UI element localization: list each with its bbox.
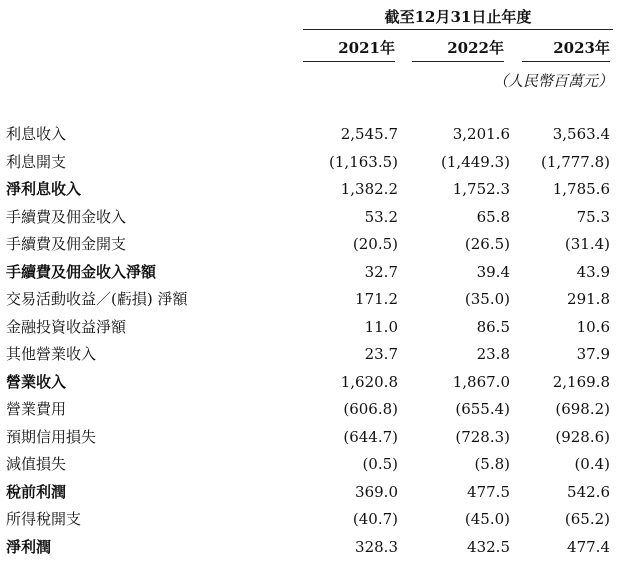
row-label: 其他營業收入: [6, 345, 97, 363]
row-value-2021: 171.2: [355, 290, 398, 308]
table-row: [0, 286, 618, 313]
row-value-2022: 432.5: [467, 537, 510, 556]
row-label: 淨利潤: [6, 537, 52, 556]
table-row: [0, 259, 618, 286]
row-value-2021: 328.3: [355, 537, 398, 556]
row-value-2022: 65.8: [476, 207, 510, 226]
row-value-2022: (5.8): [474, 455, 510, 473]
row-value-2021: (40.7): [352, 510, 398, 528]
table-row: [0, 314, 618, 341]
table-row: [0, 534, 618, 561]
row-value-2023: (1,777.8): [541, 152, 610, 171]
row-value-2021: 1,620.8: [340, 372, 398, 391]
row-value-2023: 2,169.8: [552, 372, 610, 391]
row-value-2021: 23.7: [364, 345, 398, 363]
row-label: 手續費及佣金開支: [6, 235, 127, 253]
row-label: 金融投資收益淨額: [6, 317, 127, 336]
row-value-2022: (728.3): [455, 427, 510, 446]
column-header-2022: 2022年: [412, 37, 504, 62]
row-value-2021: 11.0: [364, 317, 398, 336]
row-value-2023: 477.4: [567, 537, 610, 556]
table-row: [0, 506, 618, 533]
row-value-2023: 542.6: [567, 482, 610, 501]
table-row: [0, 341, 618, 368]
row-value-2022: 477.5: [467, 482, 510, 501]
row-value-2023: 291.8: [567, 290, 610, 308]
row-value-2021: (20.5): [352, 235, 398, 253]
row-value-2023: 37.9: [576, 345, 610, 363]
row-value-2021: (606.8): [343, 400, 398, 418]
row-value-2021: (1,163.5): [329, 152, 398, 171]
row-value-2023: (698.2): [555, 400, 610, 418]
row-value-2022: 23.8: [476, 345, 510, 363]
row-value-2022: (45.0): [464, 510, 510, 528]
row-value-2022: 39.4: [476, 262, 510, 281]
column-header-2021: 2021年: [303, 37, 395, 62]
row-value-2023: (31.4): [564, 235, 610, 253]
table-row: [0, 479, 618, 506]
table-row: [0, 176, 618, 203]
table-row: [0, 396, 618, 423]
row-value-2021: 369.0: [355, 482, 398, 501]
row-value-2021: (644.7): [343, 427, 398, 446]
row-value-2023: (928.6): [555, 427, 610, 446]
row-value-2022: 1,752.3: [452, 180, 510, 198]
table-row: [0, 231, 618, 258]
table-row: [0, 121, 618, 148]
row-value-2021: 2,545.7: [340, 125, 398, 143]
fiscal-year-span-header: 截至12月31日止年度: [384, 8, 532, 26]
table-row: [0, 451, 618, 478]
row-value-2023: 43.9: [576, 262, 610, 281]
row-value-2023: 10.6: [576, 317, 610, 336]
row-value-2023: 1,785.6: [552, 180, 610, 198]
table-row: [0, 369, 618, 396]
table-row: [0, 424, 618, 451]
row-label: 稅前利潤: [6, 482, 67, 501]
column-header-2023: 2023年: [522, 37, 610, 62]
row-value-2021: 53.2: [364, 207, 398, 226]
row-value-2022: (35.0): [464, 290, 510, 308]
row-label: 營業費用: [6, 400, 67, 418]
unit-label: （人民幣百萬元）: [492, 72, 613, 90]
row-value-2022: (26.5): [464, 235, 510, 253]
row-label: 淨利息收入: [6, 180, 82, 198]
row-label: 利息收入: [6, 125, 67, 143]
row-value-2023: (65.2): [564, 510, 610, 528]
row-label: 減值損失: [6, 455, 67, 473]
row-label: 預期信用損失: [6, 427, 97, 446]
row-value-2023: 75.3: [576, 207, 610, 226]
row-label: 利息開支: [6, 152, 67, 171]
table-row: [0, 149, 618, 176]
row-label: 手續費及佣金收入淨額: [6, 262, 157, 281]
row-value-2022: 1,867.0: [452, 372, 510, 391]
row-value-2022: 3,201.6: [452, 125, 510, 143]
row-value-2022: 86.5: [476, 317, 510, 336]
row-label: 交易活動收益／(虧損) 淨額: [6, 290, 188, 308]
row-value-2022: (1,449.3): [441, 152, 510, 171]
row-value-2021: (0.5): [362, 455, 398, 473]
table-row: [0, 204, 618, 231]
row-label: 所得稅開支: [6, 510, 82, 528]
row-value-2023: (0.4): [574, 455, 610, 473]
row-value-2021: 32.7: [364, 262, 398, 281]
row-value-2021: 1,382.2: [340, 180, 398, 198]
row-label: 手續費及佣金收入: [6, 207, 127, 226]
row-label: 營業收入: [6, 372, 67, 391]
row-value-2023: 3,563.4: [552, 125, 610, 143]
span-header-rule: [303, 29, 613, 30]
row-value-2022: (655.4): [455, 400, 510, 418]
